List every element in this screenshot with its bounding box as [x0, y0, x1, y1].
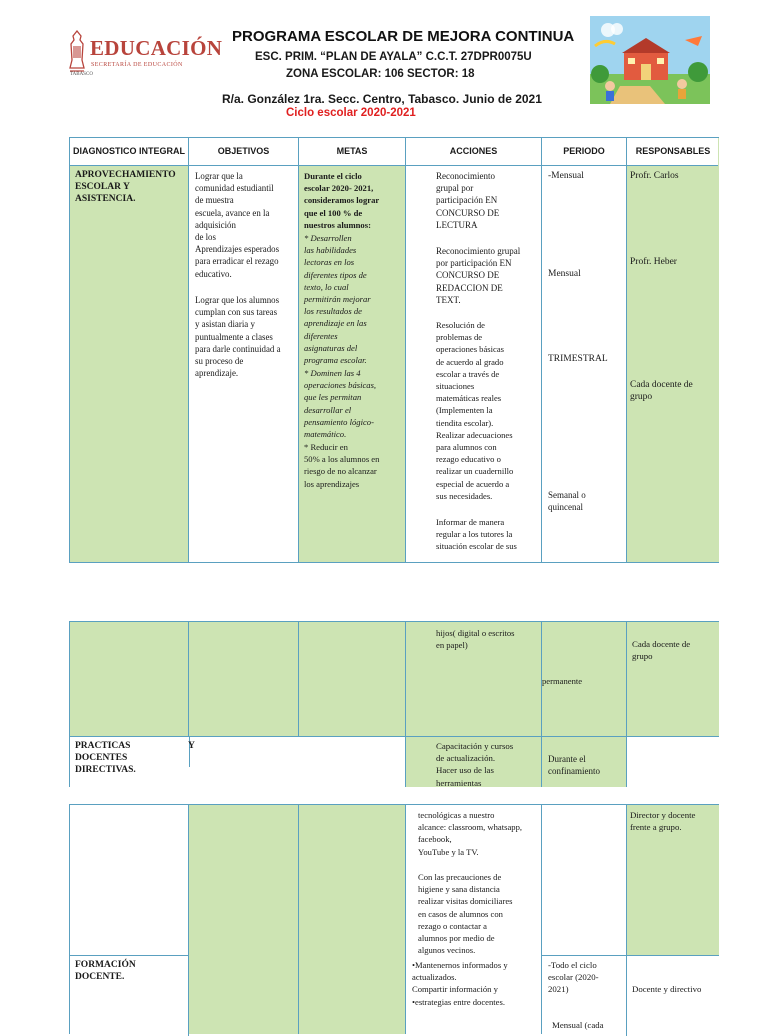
metas-matematicas: * Dominen las 4 operaciones básicas, que les permitan desarrollar el pensamiento lógico- matemático. — [304, 368, 377, 440]
table-continued-2 — [69, 804, 719, 1034]
accion-hijos: hijos( digital o escritos en papel) — [436, 628, 515, 651]
objective-2: Lograr que los alumnos cumplan con sus tareas y asistan diaria y puntualmente a clases para darle continuidad a su proceso de aprendizaje. — [195, 295, 281, 379]
periodo-permanente: permanente — [542, 676, 583, 686]
government-emblem-icon — [68, 30, 86, 74]
responsable-cada-docente: Cada docente de grupo — [632, 639, 691, 662]
header-periodo: PERIODO — [542, 138, 627, 166]
periodo-semanal: Semanal o quincenal — [548, 490, 586, 513]
page-title: PROGRAMA ESCOLAR DE MEJORA CONTINUA — [232, 28, 575, 45]
metas-rezago: * Reducir en 50% a los alumnos en riesgo de no alcanzar los aprendizajes — [304, 442, 380, 489]
school-name: ESC. PRIM. “PLAN DE AYALA” C.C.T. 27DPR0075U — [255, 51, 532, 63]
header-acciones: ACCIONES — [406, 138, 542, 166]
accion-tecnologicas: tecnológicas a nuestro alcance: classroom, whatsapp, facebook, YouTube y la TV. — [418, 810, 523, 857]
school-location: R/a. González 1ra. Secc. Centro, Tabasco. Junio de 2021 — [222, 92, 542, 106]
table-header-row — [70, 138, 718, 166]
metas-intro: Durante el ciclo escolar 2020- 2021, consideramos lograr que el 100 % de nuestros alumnos: — [304, 171, 380, 230]
periodo-trimestral: TRIMESTRAL — [548, 354, 608, 364]
periodo-mensual-2: Mensual — [548, 269, 581, 279]
responsable-director: Director y docente frente a grupo. — [630, 810, 696, 833]
header-diagnostico: DIAGNOSTICO INTEGRAL — [70, 138, 189, 166]
periodo-mensual-cada: Mensual (cada — [552, 1020, 604, 1030]
periodo-todo-ciclo: -Todo el ciclo escolar (2020- 2021) — [548, 960, 599, 995]
accion-mantenernos: •Mantenernos informados y actualizados. Compartir información y •estrategias entre docentes. — [412, 960, 508, 1007]
logo-subtitle: SECRETARÍA DE EDUCACIÓN — [91, 62, 183, 68]
responsable-carlos: Profr. Carlos — [630, 171, 679, 181]
school-zone: ZONA ESCOLAR: 106 SECTOR: 18 — [286, 68, 475, 80]
metas-lectura: * Desarrollen las habilidades lectoras en los diferentes tipos de texto, lo cual permitirán mejorar los resultados de aprendizaje en las diferentes asignaturas del programa escolar. — [304, 233, 371, 366]
table-continued-1 — [69, 621, 719, 787]
accion-informar: Informar de manera regular a los tutores la situación escolar de sus — [436, 517, 517, 552]
accion-redaccion: Reconocimiento grupal por participación EN CONCURSO DE REDACCION DE TEXT. — [436, 246, 521, 305]
school-illustration-icon — [590, 16, 710, 104]
diag-aprovechamiento: APROVECHAMIENTO ESCOLAR Y ASISTENCIA. — [75, 170, 176, 205]
periodo-mensual-1: -Mensual — [548, 171, 584, 181]
diag-practicas: PRACTICAS DOCENTES DIRECTIVAS. — [75, 741, 136, 776]
header-objetivos: OBJETIVOS — [189, 138, 299, 166]
responsable-heber: Profr. Heber — [630, 257, 677, 267]
responsable-docente: Cada docente de grupo — [630, 380, 693, 403]
accion-matematicas: Resolución de problemas de operaciones básicas de acuerdo al grado escolar a través de situaciones matemáticas reales (Implementen la tiendita escolar). Realizar adecuaciones para alumnos con rezago educativo o realizar un cuadernillo especial de acuerdo a sus necesidades. — [436, 320, 514, 501]
diag-practicas-y: Y — [188, 741, 195, 751]
table-main — [69, 137, 719, 563]
accion-capacitacion: Capacitación y cursos de actualización. Hacer uso de las herramientas — [436, 741, 514, 788]
periodo-confinamiento: Durante el confinamiento — [548, 754, 600, 777]
header-metas: METAS — [299, 138, 406, 166]
accion-lectura: Reconocimiento grupal por participación EN CONCURSO DE LECTURA — [436, 171, 500, 230]
responsable-docente-directivo: Docente y directivo — [632, 984, 702, 994]
header-responsables: RESPONSABLES — [635, 146, 711, 157]
diag-formacion: FORMACIÓN DOCENTE. — [75, 960, 136, 983]
school-cycle: Ciclo escolar 2020-2021 — [286, 107, 416, 119]
logo-state: TABASCO — [70, 72, 93, 77]
objective-1: Lograr que la comunidad estudiantil de muestra escuela, avance en la adquisición de los Aprendizajes esperados para erradicar el rezago educativo. — [195, 171, 280, 279]
accion-visitas: Con las precauciones de higiene y sana distancia realizar visitas domiciliares en casos de alumnos con rezago o contactar a alumnos por medio de algunos vecinos. — [418, 872, 513, 956]
logo-text: EDUCACIÓN — [90, 36, 223, 60]
